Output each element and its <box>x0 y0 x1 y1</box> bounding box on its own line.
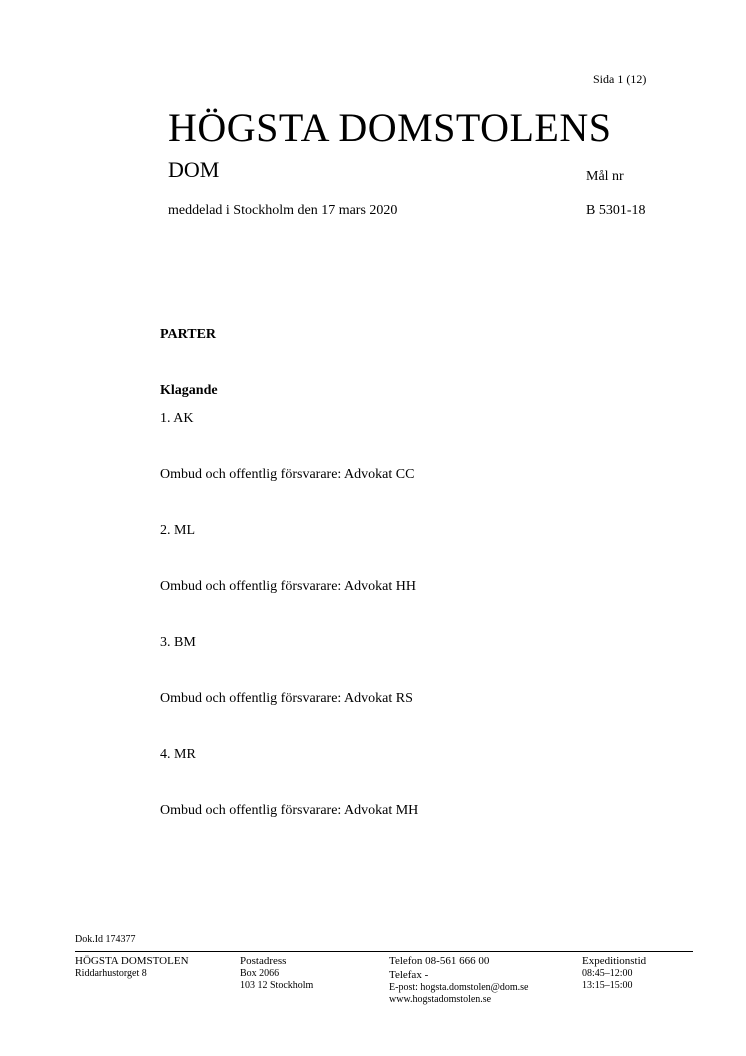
issued-date: meddelad i Stockholm den 17 mars 2020 <box>168 203 398 218</box>
footer-postal-address <box>240 954 313 992</box>
footer-hours-title: Expeditionstid <box>582 955 647 967</box>
footer-hours-morning: 08:45–12:00 <box>582 968 633 979</box>
footer-postal-title: Postadress <box>240 955 287 967</box>
footer-email: E-post: hogsta.domstolen@dom.se <box>389 982 529 993</box>
party-counsel: Ombud och offentlig försvarare: Advokat HH <box>160 579 416 594</box>
document-type: DOM <box>168 157 220 182</box>
case-number-label: Mål nr <box>586 169 624 184</box>
party-role-heading: Klagande <box>160 383 218 398</box>
party-name: 3. BM <box>160 635 196 650</box>
case-number: B 5301-18 <box>586 203 646 218</box>
court-name: HÖGSTA DOMSTOLENS <box>168 105 612 150</box>
parties-heading: PARTER <box>160 327 217 342</box>
document-id: Dok.Id 174377 <box>75 934 136 945</box>
party-name: 2. ML <box>160 523 195 538</box>
footer-court-address <box>75 954 189 980</box>
footer-contact <box>389 954 528 1006</box>
party-counsel: Ombud och offentlig försvarare: Advokat RS <box>160 691 413 706</box>
footer-hours-afternoon: 13:15–15:00 <box>582 980 633 991</box>
party-counsel: Ombud och offentlig försvarare: Advokat MH <box>160 803 419 818</box>
party-name: 1. AK <box>160 411 194 426</box>
footer-street-address: Riddarhustorget 8 <box>75 968 147 979</box>
footer-postal-box: Box 2066 <box>240 968 280 979</box>
footer-divider <box>75 951 693 952</box>
footer-court-name: HÖGSTA DOMSTOLEN <box>75 955 189 967</box>
footer-postal-city: 103 12 Stockholm <box>240 980 314 991</box>
page-number: Sida 1 (12) <box>593 72 647 86</box>
footer-phone: Telefon 08-561 666 00 <box>389 955 490 967</box>
party-counsel: Ombud och offentlig försvarare: Advokat CC <box>160 467 415 482</box>
footer-website: www.hogstadomstolen.se <box>389 994 492 1005</box>
footer-office-hours <box>582 954 646 992</box>
footer-fax: Telefax - <box>389 969 429 981</box>
party-name: 4. MR <box>160 747 196 762</box>
